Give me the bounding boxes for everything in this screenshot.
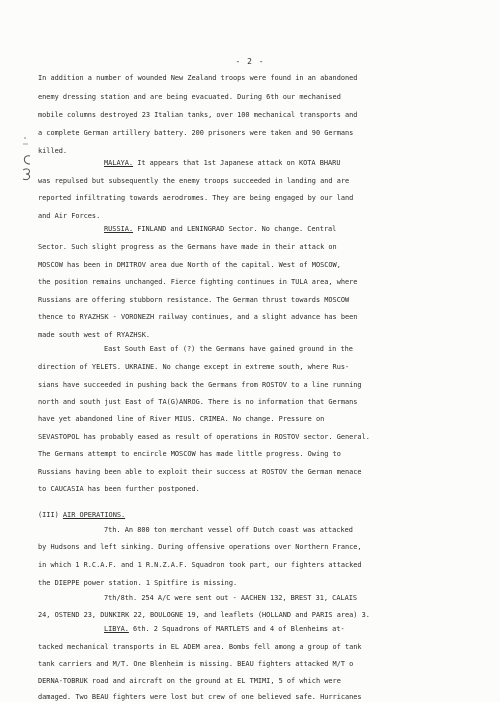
line-text: The Germans attempt to encircle MOSCOW has made little progress. Owing to: [38, 450, 341, 458]
text-line: [104, 345, 353, 354]
text-line: [38, 660, 353, 669]
line-text: 7th/8th. 254 A/C were sent out - AACHEN 132, BREST 31, CALAIS: [104, 594, 358, 602]
text-line: [38, 194, 353, 203]
text-line: [38, 363, 349, 372]
text-line: [104, 526, 353, 535]
text-line: [38, 278, 357, 287]
text-line: [38, 468, 362, 477]
margin-handwritten-mark: [20, 136, 34, 184]
line-text: reported infiltrating towards aerodromes. They are being engaged by our land: [38, 194, 354, 202]
text-line: [38, 561, 362, 570]
line-text: mobile columns destroyed 23 Italian tanks, over 100 mechanical transports and: [38, 111, 358, 119]
line-text: have yet abandoned line of River MIUS. CRIMEA. No change. Pressure on: [38, 415, 325, 423]
text-line: [38, 381, 362, 390]
section-heading: RUSSIA.: [104, 225, 134, 233]
text-line: [38, 611, 370, 620]
text-line: [38, 261, 341, 270]
text-line: [104, 625, 345, 634]
line-text: In addition a number of wounded New Zealand troops were found in an abandoned: [38, 74, 358, 82]
text-line: [38, 677, 341, 686]
section-heading: MALAYA.: [104, 159, 134, 167]
line-text: north and south just East of TA(G)ANROG. There is no information that Germans: [38, 398, 358, 406]
line-text: DERNA-TOBRUK road and aircraft on the ground at EL TMIMI, 5 of which were: [38, 677, 341, 685]
line-text: the DIEPPE power station. 1 Spitfire is missing.: [38, 579, 238, 587]
text-line: [38, 643, 362, 652]
line-text: by Hudsons and left sinking. During offensive operations over Northern France,: [38, 543, 362, 551]
text-line: [38, 543, 362, 552]
text-line: [38, 579, 237, 588]
text-line: [38, 511, 125, 520]
text-line: [104, 225, 336, 234]
line-text: 6th. 2 Squadrons of MARTLETS and 4 of Blenheims at-: [128, 625, 345, 633]
line-text: Russians are offering stubborn resistance. The German thrust towards MOSCOW: [38, 296, 350, 304]
line-text: tank carriers and M/T. One Blenheim is missing. BEAU fighters attacked M/T o: [38, 660, 354, 668]
text-line: [38, 450, 341, 459]
text-line: [38, 212, 100, 221]
page-number: - 2 -: [235, 57, 265, 66]
line-text: the position remains unchanged. Fierce fighting continues in TULA area, where: [38, 278, 358, 286]
text-line: [38, 415, 324, 424]
text-line: [38, 243, 337, 252]
line-text: East South East of (?) the Germans have gained ground in the: [104, 345, 353, 353]
line-text: made south west of RYAZHSK.: [38, 331, 151, 339]
line-text: FINLAND and LENINGRAD Sector. No change. Central: [133, 225, 337, 233]
text-line: [104, 594, 357, 603]
line-text: to CAUCASIA has been further postponed.: [38, 485, 200, 493]
text-line: [38, 331, 150, 340]
line-text: MOSCOW has been in DMITROV area due North of the capital. West of MOSCOW,: [38, 261, 341, 269]
line-text: Russians having been able to exploit their success at ROSTOV the German menace: [38, 468, 362, 476]
section-heading: LIBYA.: [104, 625, 129, 633]
line-text: and Air Forces.: [38, 212, 101, 220]
line-text: 7th. An 800 ton merchant vessel off Dutch coast was attacked: [104, 526, 353, 534]
text-line: [38, 485, 200, 494]
line-text: was repulsed but subsequently the enemy troops succeeded in landing and are: [38, 177, 350, 185]
text-line: [38, 93, 341, 102]
text-line: [38, 74, 357, 83]
line-text: a complete German artillery battery. 200 prisoners were taken and 90 Germans: [38, 129, 354, 137]
line-text: damaged. Two BEAU fighters were lost but crew of one believed safe. Hurricanes: [38, 693, 362, 701]
line-text: thence to RYAZHSK - VORONEZH railway continues, and a slight advance has been: [38, 313, 358, 321]
text-line: [38, 693, 362, 702]
section-number: (III): [38, 511, 63, 519]
line-text: SEVASTOPOL has probably eased as result of operations in ROSTOV sector. General.: [38, 433, 370, 441]
line-text: direction of YELETS. UKRAINE. No change except in extreme south, where Rus-: [38, 363, 350, 371]
line-text: enemy dressing station and are being evacuated. During 6th our mechanised: [38, 93, 341, 101]
text-line: [104, 159, 340, 168]
text-line: [38, 296, 349, 305]
line-text: killed.: [38, 147, 68, 155]
line-text: tacked mechanical transports in EL ADEM area. Bombs fell among a group of tank: [38, 643, 362, 651]
line-text: 24, OSTEND 23, DUNKIRK 22, BOULOGNE 19, and leaflets (HOLLAND and PARIS area) 3.: [38, 611, 370, 619]
text-line: [38, 313, 357, 322]
line-text: in which 1 R.C.A.F. and 1 R.N.Z.A.F. Squadron took part, our fighters attacked: [38, 561, 362, 569]
text-line: [38, 111, 357, 120]
text-line: [38, 398, 357, 407]
text-line: [38, 177, 349, 186]
line-text: sians have succeeded in pushing back the Germans from ROSTOV to a line running: [38, 381, 362, 389]
text-line: [38, 147, 67, 156]
line-text: Sector. Such slight progress as the Germans have made in their attack on: [38, 243, 337, 251]
line-text: It appears that 1st Japanese attack on KOTA BHARU: [133, 159, 341, 167]
text-line: [38, 129, 353, 138]
text-line: [38, 433, 370, 442]
section-heading: AIR OPERATIONS.: [62, 511, 126, 519]
